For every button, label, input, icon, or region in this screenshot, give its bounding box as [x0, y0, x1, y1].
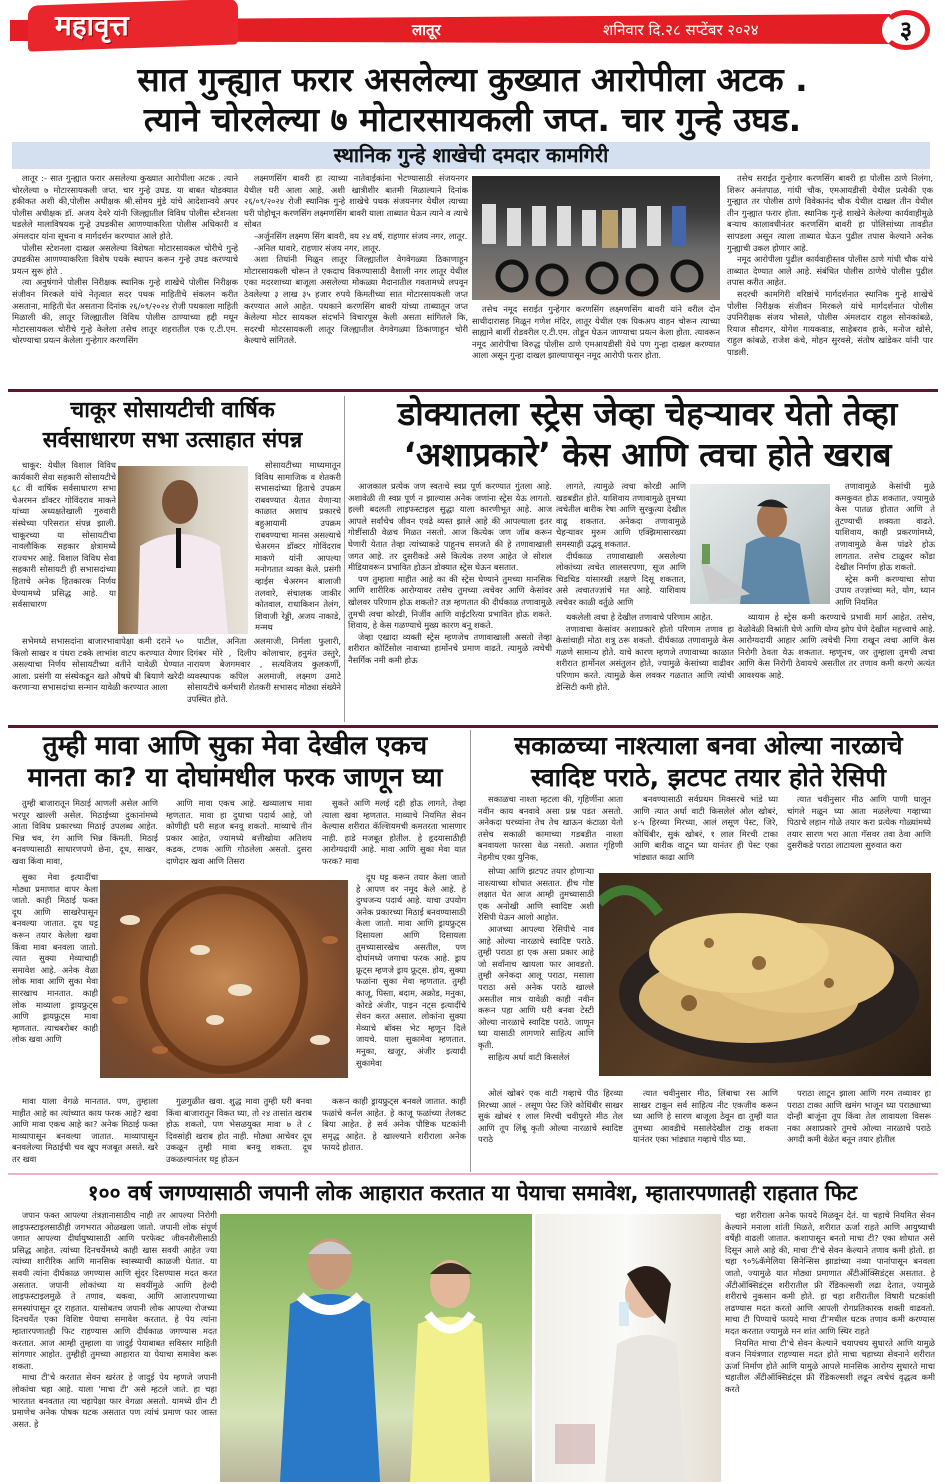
lead-subhead: स्थानिक गुन्हे शाखेची दमदार कामगिरी	[12, 142, 930, 169]
paratha-headline-2: स्वादिष्ट पराठे, झटपट तयार होते रेसिपी	[531, 763, 886, 792]
stress-col-5: व्यायाम हे स्ट्रेस कमी करण्याचे प्रभावी मार्ग आहेत. तसेच, वेळोवेळी विश्रांती घेणे आणि योग्य झोप घेणे देखील महत्त्वाचे आहे. आरोग्यदायी आहार आणि त्वचेची निगा राखून त्वचा आणि केस निरोगी ठेवता येऊ शकतात. म्हणूनच, जर तुम्हाला तुमची त्वचा आणि केस निरोगी ठेवायचे असतील तर तणाव कमी करणे अत्यंत आवश्यक आहे.	[738, 612, 935, 680]
edition-date: शनिवार दि.२८ सप्टेंबर २०२४	[603, 21, 759, 39]
mava-headline-1: तुम्ही मावा आणि सुका मेवा देखील एकच	[42, 731, 428, 761]
japan-left-col: जपान फक्त आपल्या तंत्रज्ञानासाठीच नाही तर आपल्या निरोगी लाइफस्टाइलसाठीही जगभरात ओळखला जातो. जपानी लोक संपूर्ण जगात आपल्या दीर्घायुष्यासाठी आणि परफेक्ट जीवनशैलीसाठी प्रसिद्ध आहेत. त्यांच्या दिनचर्येमध्ये काही खास सवयी आहेत ज्या त्यांच्या शारीरिक आणि मानसिक स्वास्थ्याची काळजी घेतात. या सवयी त्यांना दीर्घकाळ जगण्यास आणि सुंदर दिसण्यास मदत करत असतात. जपानी लोकांच्या या सवयींमुळे आणि हेल्दी लाइफस्टाइलमुळे ते तणाव, थकवा, आणि आजारपणाच्या समस्यांपासून दूर राहतात. यासोबतच जपानी लोक आपल्या रोजच्या दिनचर्येत एका विशिष्ट पेयाचा समावेश करतात. हे पेय त्यांना म्हातारपणातही फिट राहण्यास आणि दीर्घकाळ जगण्यास मदत करतात. आज आम्ही तुम्हाला या जादुई पेयाबाबत सविस्तर माहिती सांगणार आहोत. तुम्हीही तुमच्या आहारात या पेयाचा समावेश करू शकता. माचा टी'चे करतात सेवन खरंतर हे जादुई पेय म्हणजे जपानी लोकांचा चहा आहे. याला 'माचा टी' असे म्हटले जाते. हा चहा भारतात बनवतात त्या चहापेक्षा फार वेगळा असतो. यामध्ये ग्रीन टी प्रमाणेच अनेक पोषक घटक असतात पण त्यांचं प्रमाण फार जास्त असत. हे	[12, 1210, 217, 1429]
paratha-left-col: सोप्या आणि झटपट तयार होणाऱ्या नाश्त्याच्या शोधात असतात. हीच गोष्ट लक्षात घेत आज आम्ही तुमच्यासाठी एक अनोखी आणि स्वादिष्ट अशी रेसिपी घेऊन आलो आहोत. आजच्या आपल्या रेसिपीचे नाव आहे ओल्या नारळाचे स्वादिष्ट पराठे. तुम्ही पराठा हा एक असा प्रकार आहे जो सर्वांनाच खायला फार आवडतो. तुम्ही अनेकदा आलू पराठा, मसाला पराठा असे अनेक पराठे खाल्ले असतील मात्र यावेळी काही नवीन करून पहा आणि घरी बनवा टेस्टी ओल्या नारळाचे स्वादिष्ट पराठे. जाणून घ्या यासाठी लागणारे साहित्य आणि कृती. साहित्य अर्धा वाटी किसलेलं	[478, 866, 594, 1062]
mava-right-col: दूध घट्ट करून तयार केला जातो हे आपण वर नमूद केले आहे. हे दुग्धजन्य पदार्थ आहे. याचा उपयोग अनेक प्रकारच्या मिठाई बनवण्यासाठी केला जातो. मावा आणि ड्रायफ्रुट्स दिसायला आणि दिसायला तुमच्यासारखेच असतील, पण दोघांमध्ये जगाचा फरक आहे. ड्राय फ्रूट्स म्हणजे ड्राय फ्रूट्स. होय, सुक्या फळांना सुका मेवा म्हणतात. तुम्ही काजू, पिस्ता, बदाम, अक्रोड, मनुका, कोरडे अंजीर, पाइन नट्स इत्यादींचे सेवन करत असाल. लोकांना सुक्या मेव्याचे बॉक्स भेट म्हणून दिले जायचे. याला सुकामेवा म्हणतात. मनुका, खजूर, अंजीर इत्यादी सुकामेवा	[356, 872, 466, 1068]
paratha-top-col-2: बनवण्यासाठी सर्वप्रथम मिक्सरचे भांडे घ्या आणि त्यात अर्धा वाटी किसलेलं ओल खोबरं, ४-५ हिरव्या मिरच्या, आलं लसूण पेस्ट, जिरे, कोथिंबीर, सुकं खोबरं, १ लाल मिरची टाका आणि बारीक वाटून घ्या यानंतर ही पेस्ट एका भांड्यात काढा आणि	[633, 794, 778, 862]
stress-col-1: आजकाल प्रत्येक जण स्वतःचे स्वप्न पूर्ण करण्यात गुंतला आहे. अशावेळी ती स्वप्न पूर्ण न झाल्यास अनेक जणांना स्ट्रेस येऊ लागतो. हल्ली बदलती लाइफस्टाइल सुद्धा याला कारणीभूत आहे. आज आपले सर्वांचेच जीवन एवढे व्यस्त झाले आहे की आपल्याला इतर गोष्टींसाठी वेळच मिळत नसतो. आज कित्येक जण जॉब करून घेणारी येतात तेव्हा त्यांच्याकडे पाहूनच समजते की हे तणावाखाली जगत आहे. तर दुसरीकडे असे कित्येक तरुण आहेत जे सोशल मीडियावरून प्रभावित होऊन डोक्यात स्ट्रेस घेऊन बसतात. पण तुम्हाला माहीत आहे का की स्ट्रेस घेण्याने तुमच्या मानसिक आणि शारीरिक आरोग्यावर तसेच तुमच्या त्वचेवर आणि केसांवर खोलवर परिणाम होऊ शकतो? तज्ञ म्हणतात की दीर्घकाळ तणावामुळे तुमची त्वचा कोरडी, निर्जीव आणि वाईटरित्या प्रभावित होऊ शकते. शिवाय, हे केस गळण्याचे मुख्य कारण बनू शकते. जेव्हा एखादा व्यक्ती स्ट्रेस म्हणजेच तणावाखाली असतो तेव्हा शरीरात कोर्टिसोल नावाच्या हार्मोनचे प्रमाण वाढते. त्यामुळे त्वचेची नैसर्गिक नमी कमी होऊ	[348, 481, 552, 665]
paratha-bottom-col-3: पराठा लाटून झाला आणि गरम तव्यावर हा पराठा टाका आणि खमंग भाजून घ्या पराठ्याच्या दोन्ही बाजूंना तूप किंवा तेल लावायला विसरू नका अशाप्रकारे तुमचे ओल्या नारळाचे पराठे अगदी कमी वेळेत बनून तयार होतील	[787, 1088, 931, 1145]
paratha-bottom-col-1: ओलं खोबरं एक वाटी गव्हाचे पीठ हिरव्या मिरच्या आलं - लसूण पेस्ट जिरे कोथिंबीर साखर सुकं खोबरं १ लाल मिरची चवीपुरते मीठ तेल आणि तूप लिंबू कृती ओल्या नारळाचे स्वादिष्ट पराठे	[478, 1088, 623, 1145]
column-divider	[470, 730, 471, 1172]
lead-headline-2: त्याने चोरलेल्या ७ मोटारसायकली जप्त. चार गुन्हे उघड.	[143, 100, 802, 139]
japan-headline: १०० वर्ष जगण्यासाठी जपानी लोक आहारात करतात या पेयाचा समावेश, म्हातारपणातही राहतात फिट	[87, 1181, 858, 1205]
section-divider	[8, 1173, 938, 1175]
stress-col-4: थकलेली त्वचा हे देखील तणावाचे परिणाम आहेत. तणावाचा केसांवर अशाप्रकारे होतो परिणाम तणाव हा केसांचाही मोठा शत्रू ठरू शकतो. दीर्घकाळ तणावामुळे केस गळणे सामान्य होते. याचे कारण म्हणजे तणावाच्या काळात शरीरात हार्मोनल असंतुलन होते, ज्यामुळे केसांच्या वाढीवर परिणाम करते. त्यामुळे केस लवकर गळतात आणि त्यांची डेन्सिटी कमी होते.	[556, 612, 734, 692]
paratha-top-col-3: त्यात चवीनुसार मीठ आणि पाणी घालून चांगले मळून घ्या आता मळलेल्या गव्हाच्या पिठाचे लहान गोळे तयार करा प्रत्येक गोळ्यांमध्ये तयार सारण भरा आता गॅसवर तवा ठेवा आणि दुसरीकडे पराठा लाटायला सुरुवात करा	[787, 794, 931, 851]
chakur-col-3: सभेमध्ये सभासदांना बाजारभावापेक्षा कमी दराने ५० किलो साखर व पंधरा टक्के लाभांश वाटप करण्यात येणार असल्याचा निर्णय सोसायटीच्या वतीने यावेळी घेण्यात आला. प्रसंगी या संस्थेकडून खते औषधे बी बियाणे खरेदी करणाऱ्या सभासदांचा सन्मान यावेळी करण्यात आला	[12, 636, 184, 693]
chakur-col-1: चाकूर: येथील विशाल विविध कार्यकारी सेवा सहकारी सोसायटीचे ६८ वी वार्षिक सर्वसाधारण सभा चेअरमन डॉक्टर गोविंदराव माकने यांच्या अध्यक्षतेखाली गुरुवारी संस्थेच्या परिसरात संपन्न झाली. चाकूरच्या या सोसायटीचा नावलौकिक सहकार क्षेत्रामध्ये राज्यभर आहे. विशाल विविध सेवा सहकारी सोसायटी ही सभासदांच्या हिताचे अनेक हितकारक निर्णय घेण्यामध्ये प्रसिद्ध आहे. या सर्वसाधारण	[12, 460, 116, 610]
woman-drinking-water-photo	[535, 1214, 721, 1482]
elderly-couple-jogging-photo	[220, 1214, 532, 1482]
column-divider	[344, 396, 345, 722]
lead-col-1: लातूर :- सात गुन्ह्यात फरार असलेल्या कुख्यात आरोपीला अटक . त्याने चोरलेल्या ७ मोटारसायकली जप्त. चार गुन्हे उघड. या बाबत थोडक्यात हकीकत अशी की,पोलीस अधीक्षक श्री.सोमय मुंडे यांचे आदेशान्वये अपर पोलीस अधीक्षक डॉ. अजय देवरे यांनी जिल्ह्यातील विविध पोलीस स्टेशनला घडलेले मालाविषयक गुन्हे उघडकीस आणण्याकरिता पोलीस अधिकारी व अंमलदार यांना सूचना व मार्गदर्शन करण्यात आले होते. पोलीस स्टेशनला दाखल असलेल्या विशेषतः मोटारसायकल चोरीचे गुन्हे उघडकीस आणण्याकरिता विशेष पथके स्थापन करून गुन्हे उघड करण्याचे प्रयत्न सुरू होते . त्या अनुषंगाने पोलीस निरीक्षक स्थानिक गुन्हे शाखेचे पोलीस निरीक्षक संजीवन मिरकले यांचे नेतृत्वात सदर पथक माहितीचे संकलन करीत असताना, माहिती घेत असताना दिनांक २६/०९/२०२४ रोजी पथकाला माहिती मिळाली की, लातूर जिल्ह्यातील विविध पोलीस ठाण्याच्या हद्दी मधून मोटारसायकल चोरीचे गुन्हे केलेला तसेच लातूर शहरातील एक ए.टी.एम. चोरण्याचा प्रयत्न केलेला गुन्हेगार करणसिंग	[12, 173, 238, 346]
mava-left-col: सुका मेवा इत्यादींचा मोठ्या प्रमाणात वापर केला जातो. काही मिठाई फक्त दूध आणि साखरेपासून बनवल्या जातात. दूध घट्ट करून तयार केलेला खवा किंवा मावा बनवला जातो. त्यात सुक्या मेव्याचाही समावेश आहे. अनेक वेळा लोक मावा आणि सुका मेवा सारखाच मानतात. काही लोक माव्याला ड्रायफ्रुट्स आणि ड्रायफ्रुट्स मावा म्हणतात. त्याचबरोबर काही लोक खवा आणि	[12, 872, 98, 1045]
japan-right-col: चहा शरीराला अनेक फायदे मिळवून देतं. या चहाचे नियमित सेवन केल्याने मनाला शांती मिळते, शरीरात ऊर्जा राहते आणि आयुष्याची वर्षेही वाढली जातात. कशापासून बनतो माचा टी? एका शोधात असे दिसून आले आहे की, माचा टी'चे सेवन केल्याने तणाव कमी होतो. हा चहा ९०%कॅमेलिया सिनेन्सिस झाडांच्या नव्या पानांपासून बनवला जातो, ज्यामुळे यात मोठ्या प्रमाणात अँटीऑक्सिडंट्स असतात. हे अँटीऑक्सिडंट्स शरीरातील फ्री रॅडिकल्सशी लढा देतात, ज्यामुळे शरीराचे नुकसान कमी होते. हा चहा शरीरातील विषारी घटकांशी लढण्यास मदत करतो आणि आपली रोगप्रतिकारक शक्ती वाढवतो. माचा टी पिण्याचे फायदे माचा टी'मधील घटक तणाव कमी करण्यास मदत करतात ज्यामुळे मन शांत आणि स्थिर राहते नियमित माचा टी'चे सेवन केल्याने चयापचय सुधारते आणि यामुळे वजन नियंत्रणात राहण्यास मदत होते माचा चहाच्या सेवनाने शरीरात ऊर्जा निर्माण होते आणि यामुळे आपले मानसिक आरोग्य सुधारते माचा चहातील अँटीऑक्सिडंट्स फ्री रॅडिकल्सशी लढून त्वचेचं वृद्धत्व कमी करते	[725, 1210, 935, 1394]
section-divider	[8, 389, 938, 392]
chairman-speaking-photo	[118, 466, 248, 634]
paratha-top-col-1: सकाळचा नाश्ता म्हटला की, गृहिणींना आता नवीन काय बनवावे असा प्रश्न पडत असतो. अनेकदा घरच्यांना तेच तेच खाऊन कंटाळा येतो तसेच सकाळी कामाच्या गडबडीत नाश्ता बनवायला फारसा वेळ नसतो. अशात गृहिणी नेहमीच एका युनिक,	[478, 794, 623, 862]
stress-headline-2: ‘अशाप्रकारे’ केस आणि त्वचा होते खराब	[403, 435, 892, 474]
section-divider	[8, 725, 938, 728]
mava-top-col-2: आणि मावा एकच आहे. खव्यालाच मावा म्हणतात. मावा हा दुधाचा पदार्थ आहे, जो कोणीही घरी सहज बनवू शकतो. माव्याचे तीन प्रकार आहेत, ज्यामध्ये बत्तीखोया अतिशय कडक, टणक आणि गोठलेला असतो. दुसरा दाणेदार खवा आणि तिसरा	[166, 798, 312, 866]
lead-headline-1: सात गुन्ह्यात फरार असलेल्या कुख्यात आरोपीला अटक .	[137, 60, 808, 99]
mava-headline-2: मानता का? या दोघांमधील फरक जाणून घ्या	[27, 763, 443, 793]
stress-col-2: लागते, त्यामुळे त्वचा कोरडी आणि खडबडीत होते. याशिवाय तणावामुळे तुमच्या त्वचेतील बारीक रेषा आणि सुरकुत्या देखील वाढू शकतात. अनेकदा तणावामुळे चेहऱ्यावर मुरुम आणि एक्झिमासारख्या समस्याही उद्भवू शकतात. दीर्घकाळ तणावाखाली असलेल्या लोकांच्या त्वचेत लालसरपणा, सूज आणि चिडचिड यांसारखी लक्षणे दिसू शकतात, असे त्वचातज्ज्ञांचे मत आहे. याशिवाय त्वचेवर काळी वर्तुळे आणि	[556, 481, 686, 607]
masthead-title: महावृत्त	[55, 9, 129, 42]
chakur-headline-2: सर्वसाधारण सभा उत्साहात संपन्न	[42, 428, 303, 453]
mava-top-col-1: तुम्ही बाजारातून मिठाई आणली असेल आणि भरपूर खाल्ली असेल. मिठाईच्या दुकानांमध्ये आता विविध प्रकारच्या मिठाई उपलब्ध आहेत. भिन्न चव, रंग आणि भिन्न किंमती. मिठाई बनवण्यासाठी साधारणपणे छेना, दूध, साखर, खवा किंवा मावा,	[12, 798, 158, 866]
dry-fruits-bowl-photo	[100, 880, 348, 1078]
mava-bottom-col-3: करून काही ड्रायफ्रुट्स बनवले जातात. काही फळांचे कर्नल आहेत. हे काजू फळांच्या तेलकट बिया आहेत. हे सर्व अनेक पौष्टिक घटकांनी समृद्ध आहेत. हे खाल्ल्याने शरीराला अनेक फायदे होतात.	[322, 1096, 466, 1153]
stressed-man-at-laptop-photo	[690, 484, 830, 604]
paratha-bottom-col-2: त्यात चवीनुसार मीठ, लिंबाचा रस आणि साखर टाकून सर्व साहित्य नीट एकजीव करून घ्या आणि हे सारण बाजूला ठेवून द्या तुम्ही यात तुमच्या आवडीचे मसालेदेखील टाकू शकता यानंतर एका भांड्यात गव्हाचे पीठ घ्या.	[633, 1088, 778, 1145]
mava-top-col-3: सुकते आणि मलई दही होऊ लागते, तेव्हा त्याला खवा म्हणतात. माव्याचे नियमित सेवन केल्यास शरीरात कॅल्शियमची कमतरता भासणार नाही. हाडे मजबूत होतील. हे हृदयासाठीही आरोग्यदायी आहे. मावा आणि सुका मेवा यात फरक? मावा	[322, 798, 466, 866]
page-number: ३	[882, 10, 930, 50]
lead-col-2: लक्ष्मणसिंग बावरी हा त्याच्या नातेवाईकांना भेटण्यासाठी संजयनगर येथील घरी आला आहे. अशी खात्रीशीर बातमी मिळाल्याने दिनांक २६/०९/२०२४ रोजी स्थानिक गुन्हे शाखेचे पथक संजयनगर येथील त्याच्या घरी पोहोचून करणसिंग लक्ष्मणसिंग बावरी याला ताब्यात घेऊन त्याने व त्याचे सोबत -अर्जुनसिंग लक्ष्मण सिंग बावरी, वय २४ वर्ष, राहणार संजय नगर, लातूर. -अनिल धावारे, राहणार संजय नगर, लातूर. अशा तिघांनी मिळून लातूर जिल्ह्यातील वेगवेगळ्या ठिकाणाहून मोटारसायकली चोरून ते एकदाच विकण्यासाठी वैशाली नगर लातूर येथील एका मदरशाच्या बाजूला असलेल्या मोकळ्या मैदानातील गवतामध्ये लपवून ठेवलेल्या ३ लाख ३५ हजार रुपये किमतीच्या सात मोटारसायकली जप्त करण्यात आले आहेत. पथकाने करणसिंग बावरी यांच्या ताब्यातून जप्त केलेल्या मोटर सायकल संदर्भाने विचारपूस केली असता सांगितले कि, सदरची मोटरसायकली लातूर जिल्ह्यातील वेगवेगळ्या ठिकाणाहून चोरी केल्याचे सांगितले.	[244, 173, 468, 346]
edition-city: लातूर	[412, 21, 441, 39]
chakur-headline-1: चाकूर सोसायटीची वार्षिक	[70, 398, 275, 423]
mava-bottom-col-1: मावा याला वेगळे मानतात. पण, तुम्हाला माहीत आहे का त्यांच्यात काय फरक आहे? खवा आणि मावा एकच आहे का? अनेक मिठाई फक्त माव्यापासून बनवल्या जातात. माव्यापासून बनवलेल्या मिठाईची चव खूप मजबूत असते. खरे तर खवा	[12, 1096, 158, 1164]
lead-col-4: तसेच सराईत गुन्हेगार करणसिंग बावरी हा पोलीस ठाणे निलंगा, शिरूर अनंतपाळ, गांधी चौक, एमआयडीसी येथील प्रत्येकी एक गुन्ह्यात तर पोलीस ठाणे विवेकानंद चौक येथील दाखल तीन येथील तीन गुन्ह्यात फरार होता. स्थानिक गुन्हे शाखेने केलेल्या कार्यवाहीमुळे बऱ्याच कालावधीनंतर करणसिंग बावरी हा पोलिसांच्या तावडीत सापडला असून त्याला ताब्यात घेऊन पुढील तपास केल्याने अनेक गुन्ह्याची उकल होणार आहे. नमूद आरोपीला पुढील कार्यवाहीस्तव पोलीस ठाणे गांधी चौक यांचे ताब्यात देण्यात आले आहे. संबंधित पोलीस ठाणेचे पोलीस पुढील तपास करीत आहेत. सदरची कामगिरी वरिष्ठांचे मार्गदर्शनात स्थानिक गुन्हे शाखेचे पोलीस निरीक्षक संजीवन मिरकले यांचे मार्गदर्शनात पोलीस उपनिरीक्षक संजय भोसले, पोलीस अंमलदार राहुल सोनकांबळे, रियाज सौदागर, योगेश गायकवाड, साहेबराव हाके, मनोज खोसे, राहुल कांबळे, राजेश कंचे, मोहन सुरवसे, संतोष खांडेकर यांनी पार पाडली.	[727, 173, 933, 357]
paratha-headline-1: सकाळच्या नाश्त्याला बनवा ओल्या नारळाचे	[514, 731, 903, 760]
coconut-paratha-plate-photo	[599, 873, 931, 1076]
lead-col-3: तसेच नमूद सराईत गुन्हेगार करणसिंग लक्ष्मणसिंग बावरी यांने वरील दोन साथीदारासह मिळून गणेश मंदिर, लातूर येथील एक पिकअप वाहन चोरून त्याच्या साह्याने बार्शी रोडवरील ए.टी.एम. तोडून घेऊन जाण्याचा प्रयत्न केला होता. त्यावरून नमूद आरोपीचा विरुद्ध पोलीस ठाणे एमआयडीसी येथे पण गुन्हा दाखल करण्यात आला असून गुन्हा दाखल झाल्यापासून नमूद आरोपी फरार होता.	[472, 304, 720, 361]
chakur-col-2: सोसायटीच्या माध्यमातून विविध सामाजिक व शेतकरी सभासदांच्या हिताचे उपक्रम राबवण्यात येतात येणाऱ्या काळात अशाच प्रकारचे बहुआयामी उपक्रम राबवण्याचा मानस असल्याचे चेअरमन डॉक्टर गोविंदराव माकणे यांनी आपल्या मनोगतात व्यक्त केले. प्रसंगी व्हाईस चेअरमन बालाजी तलवारे, संचालक जाकीर कोतवाल, राधाकिशन तेलंग, शिवाजी रेड्डी, अजय नाकाडे, मन्मथ	[255, 460, 341, 633]
stress-col-3: तणावामुळे केसांची मुळे कमकुवत होऊ शकतात, ज्यामुळे केस पातळ होतात आणि ते तुटण्याची शक्यता वाढते. याशिवाय, काही प्रकरणांमध्ये, तणावामुळे केस पांढरे होऊ लागतात. तसेच टाळूवर कोंडा देखील निर्माण होऊ शकतो. स्ट्रेस कमी करण्याचा सोपा उपाय तज्ज्ञांच्या मते, योग, ध्यान आणि नियमित	[835, 481, 935, 607]
mava-bottom-col-2: गुळगुळीत खवा. शुद्ध मावा तुम्ही घरी बनवा किंवा बाजारातून विकत घ्या, तो २४ तासांत खराब होऊ शकतो, पण भेसळयुक्त मावा ७ ते ८ दिवसांही खराब होत नाही. मोठ्या आचेवर दूध उकळून तुम्ही मावा बनवू शकता. दूध उकळल्यानंतर घट्ट होऊन	[166, 1096, 312, 1164]
stress-headline-1: डोक्यातला स्ट्रेस जेव्हा चेहऱ्यावर येतो तेव्हा	[397, 394, 898, 433]
chakur-col-4: पाटील, अनिता अलमाजी, निर्मला फुलारी, दिगंबर मोरे , दिलीप कोलाचार, हनुमंत उस्तुरे, नारायण बेजगमवार , सत्यविजय कुलकर्णी, व्यवस्थापक कपिल अलमाजी, लक्ष्मण उमाटे सोसायटीचे कर्मचारी शेतकरी सभासद मोठ्या संख्येने उपस्थित होते.	[187, 636, 341, 704]
police-team-with-motorcycles-photo	[472, 176, 720, 300]
